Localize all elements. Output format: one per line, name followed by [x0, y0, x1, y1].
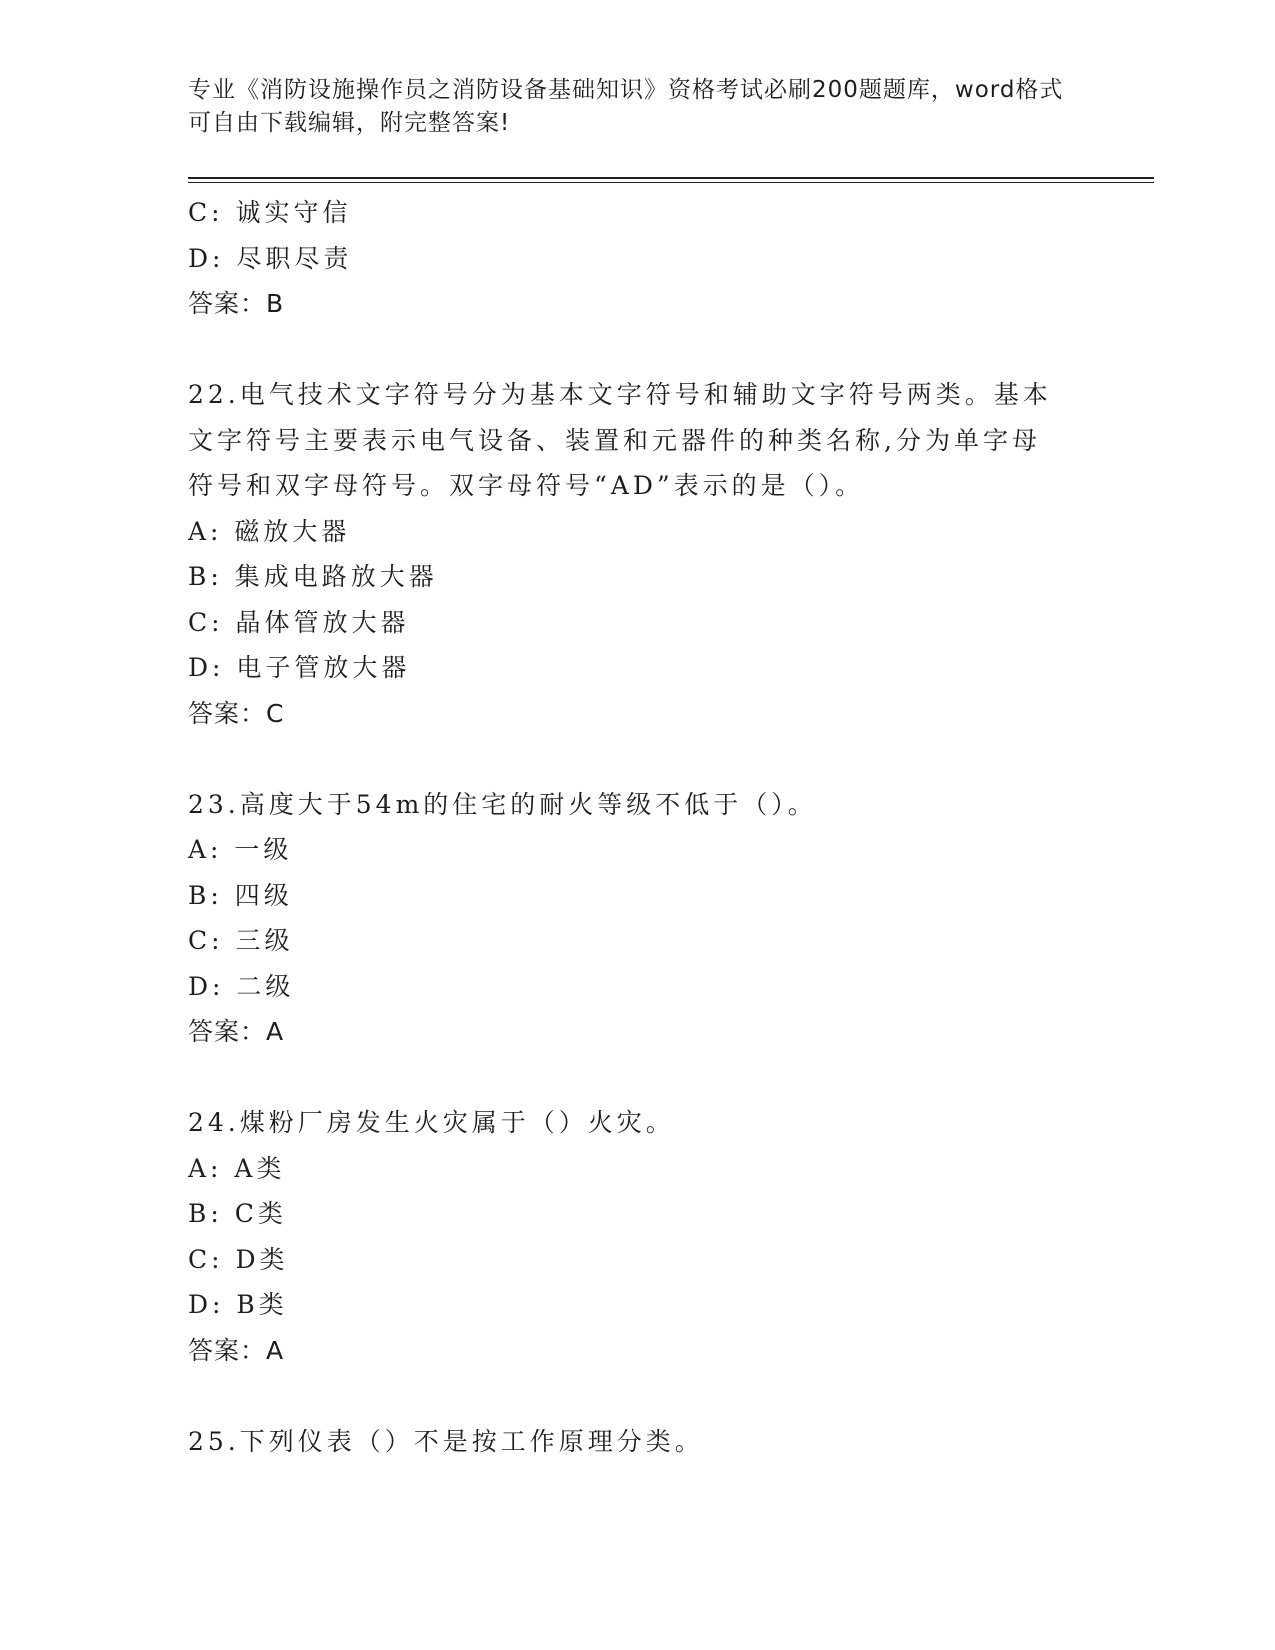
option-line: D: 尽职尽责	[188, 243, 353, 273]
question-text: 24.煤粉厂房发生火灾属于（）火灾。	[188, 1108, 675, 1137]
option-line: B: 四级	[188, 880, 293, 910]
answer-line: 答案：C	[188, 698, 285, 728]
document-header: 专业《消防设施操作员之消防设备基础知识》资格考试必刷200题题库，word格式可自由下载编辑，附完整答案!	[188, 77, 1064, 136]
spacer	[188, 327, 1088, 373]
option-line: D: 电子管放大器	[188, 653, 411, 682]
question-text: 23.高度大于54m的住宅的耐火等级不低于（）。	[188, 789, 817, 819]
question-text: 25.下列仪表（）不是按工作原理分类。	[188, 1426, 704, 1456]
header-rule-thin	[188, 182, 1154, 183]
answer-line: 答案：B	[188, 289, 285, 318]
option-line: C: 三级	[188, 926, 294, 955]
option-line: A: A类	[188, 1153, 286, 1183]
option-line: D: B类	[188, 1290, 288, 1319]
spacer	[188, 1055, 1088, 1101]
option-line: C: 诚实守信	[188, 198, 352, 227]
option-line: A: 一级	[188, 835, 293, 864]
option-line: C: 晶体管放大器	[188, 607, 410, 637]
option-line: B: C类	[188, 1199, 287, 1228]
question-text: 22.电气技术文字符号分为基本文字符号和辅助文字符号两类。基本文字符号主要表示电气设备、装置和元器件的种类名称,分为单字母符号和双字母符号。双字母符号“AD”表示的是（）。	[188, 380, 1052, 500]
question-list	[188, 190, 1088, 1464]
option-line: A: 磁放大器	[188, 516, 351, 546]
answer-line: 答案：A	[188, 1017, 285, 1046]
spacer	[188, 736, 1088, 782]
option-line: D: 二级	[188, 971, 295, 1001]
answer-line: 答案：A	[188, 1335, 285, 1365]
header-rule-thick	[188, 177, 1154, 179]
option-line: B: 集成电路放大器	[188, 562, 438, 591]
spacer	[188, 1373, 1088, 1419]
option-line: C: D类	[188, 1244, 289, 1274]
